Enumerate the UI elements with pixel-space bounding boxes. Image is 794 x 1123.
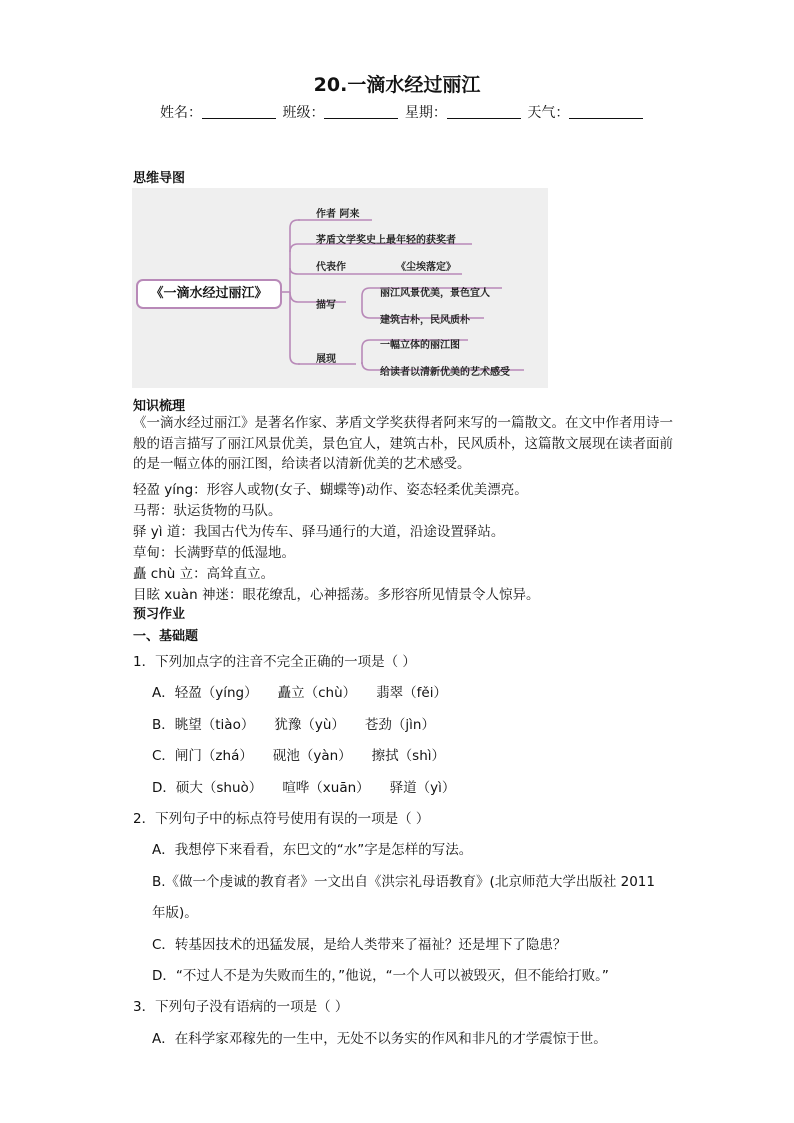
mindmap-works-label: 代表作 <box>316 262 346 273</box>
q1-c-word3: 擦拭（shì） <box>371 748 446 764</box>
mindmap-root: 《一滴水经过丽江》 <box>136 279 282 309</box>
name-blank[interactable] <box>202 106 276 119</box>
mindmap-describe-1: 丽江风景优美，景色宜人 <box>380 288 490 299</box>
word-item: 目眩 xuàn 神迷：眼花缭乱，心神摇荡。多形容所见情景令人惊异。 <box>133 587 540 603</box>
word-item: 矗 chù 立：高耸直立。 <box>133 566 275 582</box>
mindmap-show-1: 一幅立体的丽江图 <box>380 340 460 351</box>
q2-option-b-cont: 年版)。 <box>152 905 198 921</box>
q1-option-b[interactable] <box>152 713 435 733</box>
question-1: 1．下列加点字的注音不完全正确的一项是（ ） <box>133 654 416 670</box>
weather-label: 天气： <box>527 105 570 121</box>
basics-heading: 一、基础题 <box>133 629 199 644</box>
q2-option-d[interactable]: D．“不过人不是为失败而生的，”他说，“一个人可以被毁灭，但不能给打败。” <box>152 968 609 984</box>
q1-d-word1: D．硕大（shuò） <box>152 780 263 796</box>
word-item: 驿 yì 道：我国古代为传车、驿马通行的大道，沿途设置驿站。 <box>133 524 505 540</box>
student-info-line <box>160 102 645 122</box>
mindmap-award: 茅盾文学奖史上最年轻的获奖者 <box>316 235 456 246</box>
q1-option-a[interactable] <box>152 681 447 701</box>
q2-option-b[interactable]: B.《做一个虔诚的教育者》一文出自《洪宗礼母语教育》(北京师范大学出版社 2011 <box>152 874 655 890</box>
q3-option-a[interactable]: A．在科学家邓稼先的一生中，无处不以务实的作风和非凡的才学震惊于世。 <box>152 1031 607 1047</box>
weather-blank[interactable] <box>569 106 643 119</box>
word-item: 马帮：驮运货物的马队。 <box>133 503 282 519</box>
word-item: 草甸：长满野草的低湿地。 <box>133 545 295 561</box>
week-blank[interactable] <box>447 106 521 119</box>
q2-option-c[interactable]: C．转基因技术的迅猛发展，是给人类带来了福祉？还是埋下了隐患？ <box>152 937 567 953</box>
q1-a-word2: 矗立（chù） <box>277 685 357 701</box>
mindmap <box>132 188 548 388</box>
q1-d-word3: 驿道（yì） <box>389 780 456 796</box>
page-title: 20.一滴水经过丽江 <box>313 74 481 96</box>
mindmap-heading: 思维导图 <box>133 171 186 186</box>
q1-option-d[interactable] <box>152 776 455 796</box>
week-label: 星期： <box>404 105 447 121</box>
homework-heading: 预习作业 <box>133 607 186 622</box>
class-label: 班级： <box>282 105 325 121</box>
mindmap-author: 作者 阿来 <box>316 209 360 220</box>
knowledge-heading: 知识梳理 <box>133 399 186 414</box>
mindmap-describe-2: 建筑古朴，民风质朴 <box>380 315 470 326</box>
q1-option-c[interactable] <box>152 744 445 764</box>
question-2: 2．下列句子中的标点符号使用有误的一项是（ ） <box>133 811 430 827</box>
mindmap-describe-label: 描写 <box>316 300 336 311</box>
q2-option-a[interactable]: A．我想停下来看看，东巴文的“水”字是怎样的写法。 <box>152 842 473 858</box>
class-blank[interactable] <box>324 106 398 119</box>
mindmap-works-value: 《尘埃落定》 <box>396 262 456 273</box>
q1-d-word2: 喧哗（xuān） <box>282 780 370 796</box>
q1-a-word3: 翡翠（fěi） <box>376 685 447 701</box>
mindmap-show-label: 展现 <box>316 354 336 365</box>
q1-c-word1: C．闸门（zhá） <box>152 748 253 764</box>
q1-b-word2: 犹豫（yù） <box>274 717 345 733</box>
name-label: 姓名： <box>160 105 202 121</box>
question-3: 3．下列句子没有语病的一项是（ ） <box>133 999 349 1015</box>
q1-c-word2: 砚池（yàn） <box>272 748 352 764</box>
q1-a-word1: A．轻盈（yíng） <box>152 685 258 701</box>
knowledge-paragraph: 《一滴水经过丽江》是著名作家、茅盾文学奖获得者阿来写的一篇散文。在文中作者用诗一般的语言描写了丽江风景优美，景色宜人，建筑古朴，民风质朴，这篇散文展现在读者面前的是一幅立体的丽江图，给读者以清新优美的艺术感受。 <box>133 415 673 472</box>
q1-b-word1: B．眺望（tiào） <box>152 717 255 733</box>
word-item: 轻盈 yíng：形容人或物(女子、蝴蝶等)动作、姿态轻柔优美漂亮。 <box>133 482 528 498</box>
q1-b-word3: 苍劲（jìn） <box>364 717 435 733</box>
mindmap-show-2: 给读者以清新优美的艺术感受 <box>380 367 510 378</box>
